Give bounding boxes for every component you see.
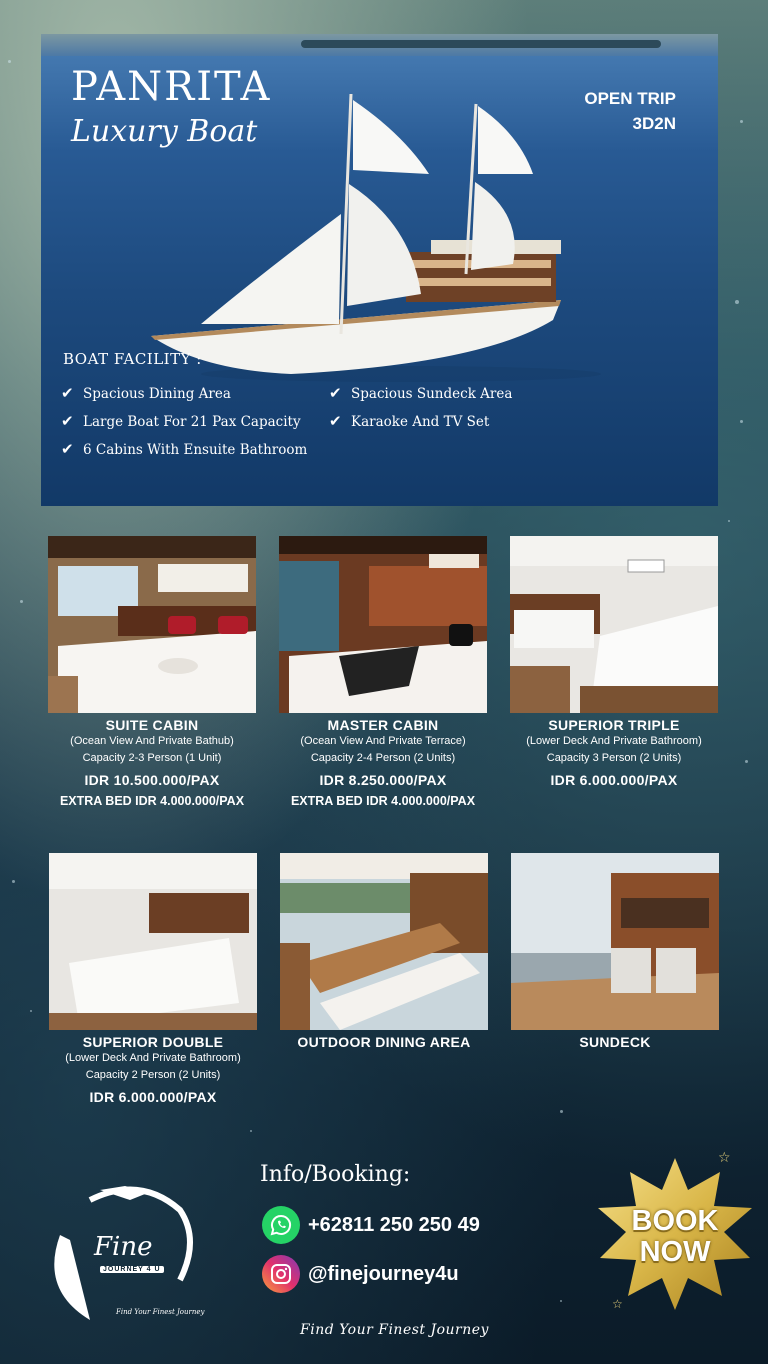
outdoor-dining-photo [280, 853, 488, 1030]
trip-badge [584, 86, 676, 136]
facility-card-sundeck [500, 853, 730, 1050]
suite-cabin-photo [48, 536, 256, 713]
cabin-extra-bed: EXTRA BED IDR 4.000.000/PAX [290, 794, 476, 808]
cabin-name: SUITE CABIN [105, 717, 199, 733]
trip-type: OPEN TRIP [584, 89, 676, 108]
facility-heading: BOAT FACILITY : [63, 350, 202, 368]
trip-duration: 3D2N [632, 114, 676, 133]
whatsapp-icon [262, 1206, 300, 1244]
facility-label: Large Boat For 21 Pax Capacity [83, 414, 301, 430]
book-now-button[interactable] [590, 1150, 760, 1320]
cabin-price: IDR 6.000.000/PAX [89, 1089, 217, 1105]
check-icon: ✔ [329, 412, 342, 430]
cabin-card-suite [37, 536, 267, 811]
facility-list-left [61, 379, 307, 463]
book-now-line2: NOW [639, 1236, 711, 1268]
cabin-price: IDR 6.000.000/PAX [550, 772, 678, 788]
cabin-card-superior-double [38, 853, 268, 1108]
book-now-label [590, 1206, 760, 1268]
logo-tag: Find Your Finest Journey [116, 1308, 205, 1316]
check-icon: ✔ [61, 440, 74, 458]
cabin-description: (Ocean View And Private Bathub) [70, 735, 234, 747]
check-icon: ✔ [61, 384, 74, 402]
cabin-name: SUPERIOR DOUBLE [82, 1034, 224, 1050]
cabin-card-master [268, 536, 498, 811]
logo-sub: JOURNEY 4 U [100, 1266, 164, 1273]
facility-item [329, 379, 512, 407]
fine-journey-logo [30, 1180, 210, 1330]
cabin-name: SUPERIOR TRIPLE [548, 717, 680, 733]
book-now-line1: BOOK [631, 1205, 719, 1237]
whatsapp-contact[interactable] [262, 1206, 480, 1244]
facility-item [61, 407, 307, 435]
master-cabin-photo [279, 536, 487, 713]
phone-number: +62811 250 250 49 [308, 1213, 480, 1236]
cabin-capacity: Capacity 2 Person (2 Units) [85, 1069, 221, 1081]
cabin-description: (Lower Deck And Private Bathroom) [65, 1052, 241, 1064]
check-icon: ✔ [61, 412, 74, 430]
logo-name: Fine [94, 1232, 153, 1262]
cabin-description: (Lower Deck And Private Bathroom) [526, 735, 702, 747]
facility-list-right [329, 379, 512, 435]
facility-item [329, 407, 512, 435]
cabin-capacity: Capacity 3 Person (2 Units) [546, 752, 682, 764]
instagram-handle: @finejourney4u [308, 1262, 459, 1285]
facility-item [61, 435, 307, 463]
cabin-capacity: Capacity 2-3 Person (1 Unit) [82, 752, 222, 764]
facility-label: Karaoke And TV Set [351, 414, 490, 430]
island-horizon [41, 34, 718, 56]
hero-banner [41, 34, 718, 506]
booking-heading: Info/Booking: [260, 1162, 411, 1187]
facility-name: OUTDOOR DINING AREA [297, 1034, 471, 1050]
superior-double-photo [49, 853, 257, 1030]
boat-subtitle: Luxury Boat [71, 114, 258, 149]
cabin-description: (Ocean View And Private Terrace) [300, 735, 466, 747]
cabin-price: IDR 8.250.000/PAX [319, 772, 447, 788]
superior-triple-photo [510, 536, 718, 713]
facility-label: Spacious Dining Area [83, 386, 231, 402]
facility-card-dining [269, 853, 499, 1050]
cabin-capacity: Capacity 2-4 Person (2 Units) [310, 752, 456, 764]
instagram-icon [262, 1255, 300, 1293]
tagline: Find Your Finest Journey [300, 1322, 489, 1338]
facility-name: SUNDECK [579, 1034, 651, 1050]
facility-label: Spacious Sundeck Area [351, 386, 513, 402]
cabin-extra-bed: EXTRA BED IDR 4.000.000/PAX [59, 794, 245, 808]
facility-item [61, 379, 307, 407]
cabin-price: IDR 10.500.000/PAX [84, 772, 220, 788]
check-icon: ✔ [329, 384, 342, 402]
instagram-contact[interactable] [262, 1255, 459, 1293]
facility-label: 6 Cabins With Ensuite Bathroom [83, 442, 308, 458]
sundeck-photo [511, 853, 719, 1030]
cabin-card-superior-triple [499, 536, 729, 791]
svg-text:☆: ☆ [718, 1150, 731, 1166]
cabin-name: MASTER CABIN [327, 717, 439, 733]
svg-text:☆: ☆ [612, 1297, 623, 1311]
boat-name: PANRITA [71, 64, 272, 110]
